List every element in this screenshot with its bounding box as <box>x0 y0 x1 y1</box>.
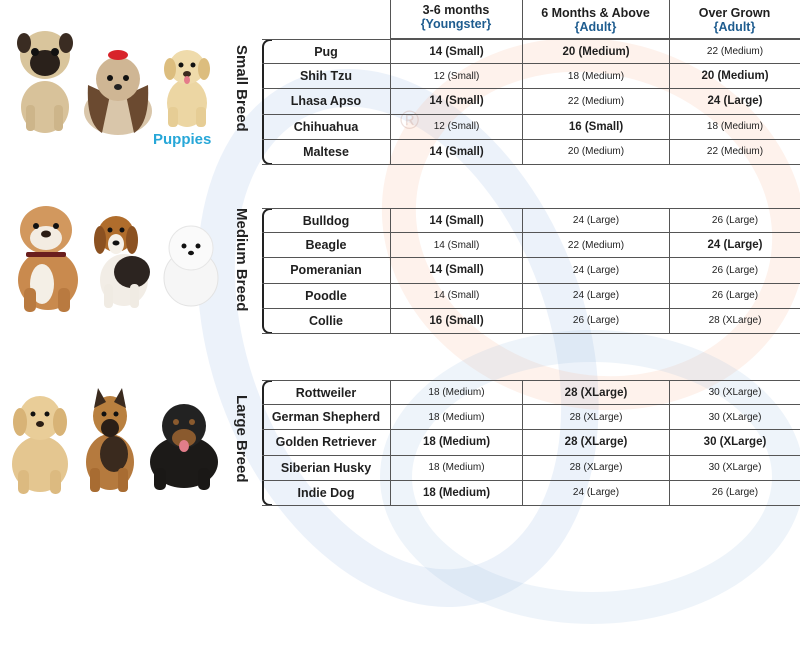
cell-overgrown: 26 (Large) <box>669 284 800 308</box>
cell-overgrown: 24 (Large) <box>669 89 800 113</box>
breed-name: Pomeranian <box>290 263 362 278</box>
cell-overgrown: 20 (Medium) <box>669 64 800 88</box>
group-label-small: Small Breed <box>233 45 250 132</box>
german-shepherd-icon <box>80 388 140 494</box>
rottweiler-icon <box>140 398 222 492</box>
cell-youngster: 14 (Small) <box>390 284 522 308</box>
cell-youngster: 12 (Small) <box>390 115 522 139</box>
cell-adult: 24 (Large) <box>522 258 669 282</box>
cell-overgrown: 22 (Medium) <box>669 140 800 164</box>
table-row <box>262 380 800 405</box>
cell-overgrown: 24 (Large) <box>669 233 800 257</box>
cell-adult: 22 (Medium) <box>522 233 669 257</box>
cell-overgrown: 30 (XLarge) <box>669 405 800 429</box>
group-label-medium: Medium Breed <box>233 208 250 312</box>
cell-youngster: 14 (Small) <box>390 209 522 232</box>
table-row <box>262 39 800 64</box>
column-header-tag: {Adult} <box>713 20 756 34</box>
table-row <box>262 430 800 455</box>
cell-adult: 16 (Small) <box>522 115 669 139</box>
table-row <box>262 115 800 140</box>
column-header-tag: {Adult} <box>574 20 617 34</box>
cell-overgrown: 30 (XLarge) <box>669 381 800 404</box>
cell-youngster: 14 (Small) <box>390 258 522 282</box>
breed-name: German Shepherd <box>271 410 381 425</box>
cell-adult: 18 (Medium) <box>522 64 669 88</box>
breed-name: Beagle <box>305 238 347 253</box>
column-header-youngster <box>390 3 522 41</box>
column-header-label: 3-6 months <box>422 3 490 17</box>
cell-overgrown: 30 (XLarge) <box>669 430 800 454</box>
puppies-label: Puppies <box>153 131 212 148</box>
column-header-tag: {Youngster} <box>420 17 492 31</box>
cell-overgrown: 18 (Medium) <box>669 115 800 139</box>
breed-name: Siberian Husky <box>280 460 372 475</box>
table-group-small <box>262 39 800 165</box>
breed-name: Pug <box>314 44 338 59</box>
pomeranian-icon <box>160 222 222 308</box>
cell-youngster: 14 (Small) <box>390 40 522 63</box>
cell-youngster: 12 (Small) <box>390 64 522 88</box>
cell-youngster: 18 (Medium) <box>390 430 522 454</box>
cell-youngster: 18 (Medium) <box>390 456 522 480</box>
cell-adult: 28 (XLarge) <box>522 430 669 454</box>
table-row <box>262 140 800 165</box>
cell-adult: 24 (Large) <box>522 209 669 232</box>
breed-name: Shih Tzu <box>299 69 353 84</box>
group-label-large: Large Breed <box>233 395 250 483</box>
column-header-label: Over Grown <box>698 6 771 20</box>
cell-youngster: 14 (Small) <box>390 233 522 257</box>
cell-overgrown: 26 (Large) <box>669 481 800 505</box>
cell-youngster: 18 (Medium) <box>390 405 522 429</box>
cell-adult: 22 (Medium) <box>522 89 669 113</box>
table-row <box>262 233 800 258</box>
cell-overgrown: 22 (Medium) <box>669 40 800 63</box>
table-row <box>262 456 800 481</box>
cell-adult: 26 (Large) <box>522 309 669 333</box>
cell-youngster: 16 (Small) <box>390 309 522 333</box>
breed-name: Chihuahua <box>293 119 359 134</box>
breed-name: Indie Dog <box>297 485 355 500</box>
cell-adult: 24 (Large) <box>522 481 669 505</box>
cell-adult: 20 (Medium) <box>522 40 669 63</box>
bulldog-icon <box>12 200 84 314</box>
cell-overgrown: 26 (Large) <box>669 209 800 232</box>
cell-overgrown: 28 (XLarge) <box>669 309 800 333</box>
cell-youngster: 18 (Medium) <box>390 481 522 505</box>
table-row <box>262 64 800 89</box>
cell-overgrown: 26 (Large) <box>669 258 800 282</box>
cell-youngster: 14 (Small) <box>390 89 522 113</box>
breed-name: Bulldog <box>302 213 350 228</box>
cell-adult: 28 (XLarge) <box>522 405 669 429</box>
cell-youngster: 18 (Medium) <box>390 381 522 404</box>
breed-name: Collie <box>308 313 344 328</box>
beagle-icon <box>92 210 154 310</box>
cell-youngster: 14 (Small) <box>390 140 522 164</box>
breed-name: Golden Retriever <box>275 435 377 450</box>
cell-adult: 28 (XLarge) <box>522 456 669 480</box>
breed-name: Lhasa Apso <box>290 94 362 109</box>
breed-name: Maltese <box>303 144 349 159</box>
cell-adult: 28 (XLarge) <box>522 381 669 404</box>
golden-retriever-icon <box>6 392 74 496</box>
table-row <box>262 481 800 506</box>
cell-adult: 20 (Medium) <box>522 140 669 164</box>
table-group-large <box>262 380 800 506</box>
table-row <box>262 405 800 430</box>
shih-tzu-dog-icon <box>80 45 156 137</box>
table-row <box>262 284 800 309</box>
cell-adult: 24 (Large) <box>522 284 669 308</box>
table-row <box>262 309 800 334</box>
table-row <box>262 258 800 283</box>
breed-name: Poodle <box>305 288 347 303</box>
breed-name: Rottweiler <box>295 385 357 400</box>
pug-dog-icon <box>12 25 78 133</box>
table-row <box>262 208 800 233</box>
column-header-label: 6 Months & Above <box>541 6 650 20</box>
table-group-medium <box>262 208 800 334</box>
watermark-registered-mark: ® <box>400 105 420 135</box>
table-row <box>262 89 800 114</box>
labrador-puppy-icon <box>160 45 214 129</box>
cell-overgrown: 30 (XLarge) <box>669 456 800 480</box>
